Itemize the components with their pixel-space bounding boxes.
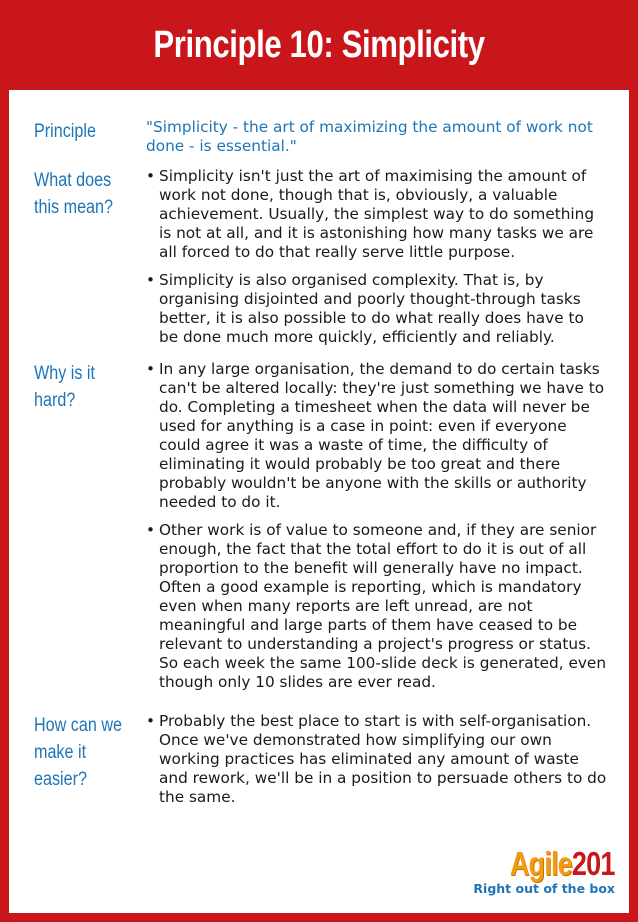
section-label-easier: How can we make it easier? xyxy=(34,715,122,790)
section-hard xyxy=(146,360,607,701)
bullet-list xyxy=(146,167,607,347)
logo-agile: Agile xyxy=(510,845,573,882)
bullet-list xyxy=(146,712,607,807)
section-meaning xyxy=(146,167,607,356)
bullet-list xyxy=(146,360,607,692)
list-item: • Simplicity isn't just the art of maximising the amount of work not done, though that is, obviously, a valuable achievement. Usually, the simplest way to do something is not at all, and it is astonishing how many tasks we are all forced to do that really serve little purpose. xyxy=(146,167,607,262)
logo-tagline: Right out of the box xyxy=(473,881,615,896)
page-title: Principle 10: Simplicity xyxy=(153,23,485,66)
list-item: • Probably the best place to start is with self-organisation. Once we've demonstrated how simplifying our own working practices has eliminated any amount of waste and rework, we'll be in a position to persuade others to do the same. xyxy=(146,712,607,807)
section-label-meaning: What does this mean? xyxy=(34,170,114,218)
section-label-hard: Why is it hard? xyxy=(34,363,96,411)
section-label-principle: Principle xyxy=(34,121,96,142)
section-easier xyxy=(146,712,607,816)
header-banner xyxy=(9,0,629,90)
content-panel xyxy=(9,90,629,913)
list-item: • Simplicity is also organised complexity. That is, by organising disjointed and poorly thought-through tasks better, it is also possible to do what really does have to be done much more quickly, efficiently and reliably. xyxy=(146,271,607,347)
principle-quote: "Simplicity - the art of maximizing the amount of work not done - is essential." xyxy=(146,118,593,155)
list-item: • In any large organisation, the demand to do certain tasks can't be altered locally: they're just something we have to do. Completing a timesheet when the data will never be used for anything is a case in point: even if everyone could agree it was a waste of time, the difficulty of eliminating it would probably be too great and there probably wouldn't be anyone with the skills or authority needed to do it. xyxy=(146,360,607,512)
logo-wordmark xyxy=(499,847,615,881)
agile201-logo xyxy=(473,847,615,897)
list-item: • Other work is of value to someone and, if they are senior enough, the fact that the total effort to do it is out of all proportion to the benefit will generally have no impact. Often a good example is reporting, which is mandatory even when many reports are left unread, are not meaningful and large parts of them have ceased to be relevant to understanding a project's progress or status. So each week the same 100-slide deck is generated, even though only 10 slides are ever read. xyxy=(146,521,607,692)
logo-number: 201 xyxy=(572,845,615,882)
